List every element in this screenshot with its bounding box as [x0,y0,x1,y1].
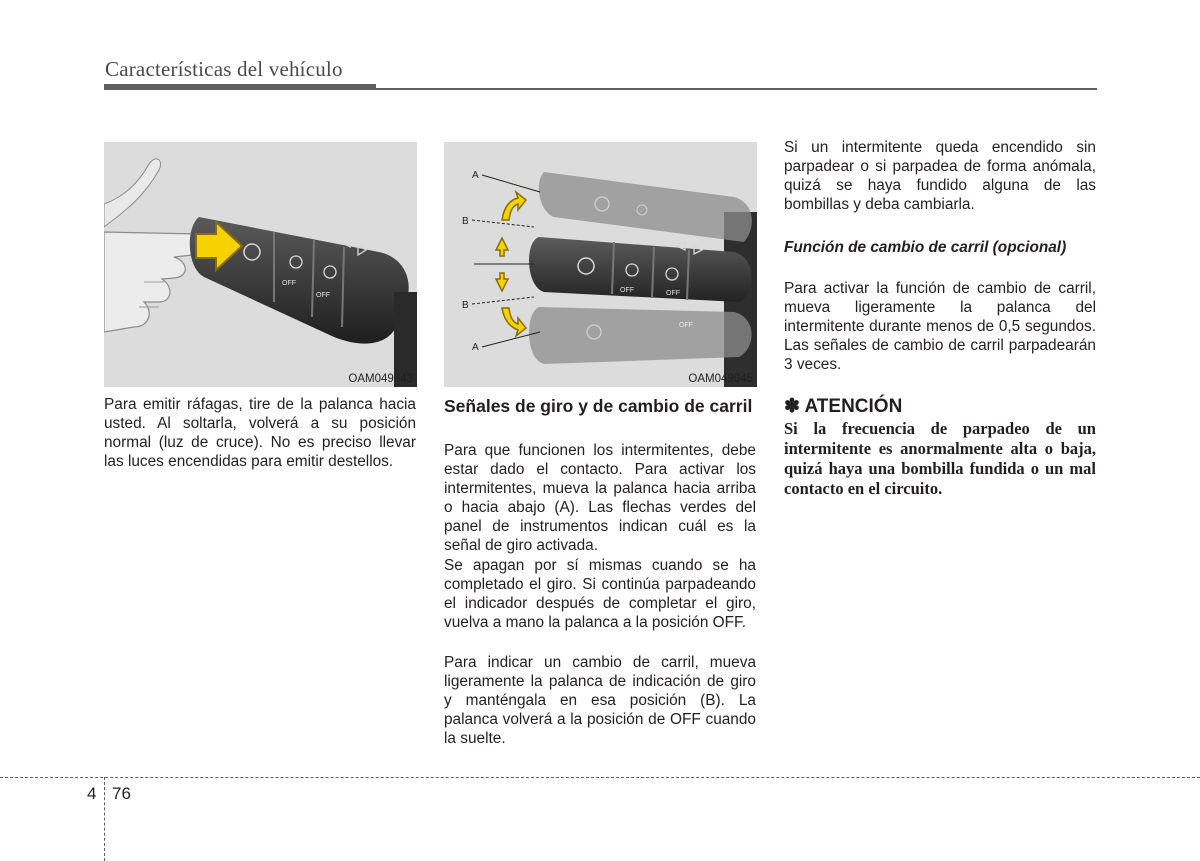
callout-a: A [472,170,479,181]
lane-down-arrow-icon [496,273,508,291]
warning-title: ✽ ATENCIÓN [784,396,903,417]
header-title: Características del vehículo [105,57,343,81]
section-heading: Señales de giro y de cambio de carril [444,396,753,416]
paragraph: Para que funcionen los intermitentes, debe estar dado el contacto. Para activar los intermitentes, mueva la palanca hacia arriba o hacia abajo (A). Las flechas verdes del panel de instrumentos indican cuál es la señal de giro activada. [444,442,756,554]
lever-off-label: OFF [666,290,680,297]
paragraph: Para activar la función de cambio de carril, mueva ligeramente la palanca del intermitente durante menos de 0,5 segundos. Las señales de cambio de carril parpadearán 3 veces. [784,280,1096,373]
lane-up-arrow-icon [496,238,508,256]
lever-off-label: OFF [679,322,693,329]
flash-lever-illustration [104,142,417,387]
flash-paragraph: Para emitir ráfagas, tire de la palanca hacia usted. Al soltarla, volverá a su posición normal (luz de cruce). No es preciso llevar las luces encendidas para emitir destellos. [104,396,416,470]
callout-b: B [462,216,469,227]
subheading: Función de cambio de carril (opcional) [784,239,1067,256]
footer-vertical-divider [104,777,105,861]
lever-off-label: OFF [316,292,330,299]
paragraph: Se apagan por sí mismas cuando se ha completado el giro. Si continúa parpadeando el indicador después de completar el giro, vuelva a mano la palanca a la posición OFF. [444,557,756,631]
figure-code: OAM049045 [688,373,753,385]
figure-flash-lever [104,142,417,387]
chapter-number: 4 [87,784,97,803]
header-rule-thin [376,88,1097,90]
turn-up-arrow-icon [502,192,526,220]
figure-code: OAM049043 [348,373,413,385]
turn-signal-illustration [444,142,757,387]
lever-off-label: OFF [620,287,634,294]
callout-b: B [462,300,469,311]
paragraph: Para indicar un cambio de carril, mueva ligeramente la palanca de indicación de giro y manténgala en esa posición (B). La palanca volverá a la posición de OFF cuando la suelte. [444,654,756,747]
lever-off-label: OFF [282,280,296,287]
warning-body: Si la frecuencia de parpadeo de un intermitente es anormalmente alta o baja, quizá haya una bombilla fundida o un mal contacto en el circuito. [784,419,1096,498]
header-rule [104,84,376,90]
turn-down-arrow-icon [502,308,526,336]
figure-turn-signal-lever [444,142,757,387]
callout-a: A [472,342,479,353]
page-number: 76 [112,784,131,803]
paragraph: Si un intermitente queda encendido sin parpadear o si parpadea de forma anómala, quizá se haya fundido alguna de las bombillas y deba cambiarla. [784,139,1096,213]
footer-divider [0,777,1200,778]
